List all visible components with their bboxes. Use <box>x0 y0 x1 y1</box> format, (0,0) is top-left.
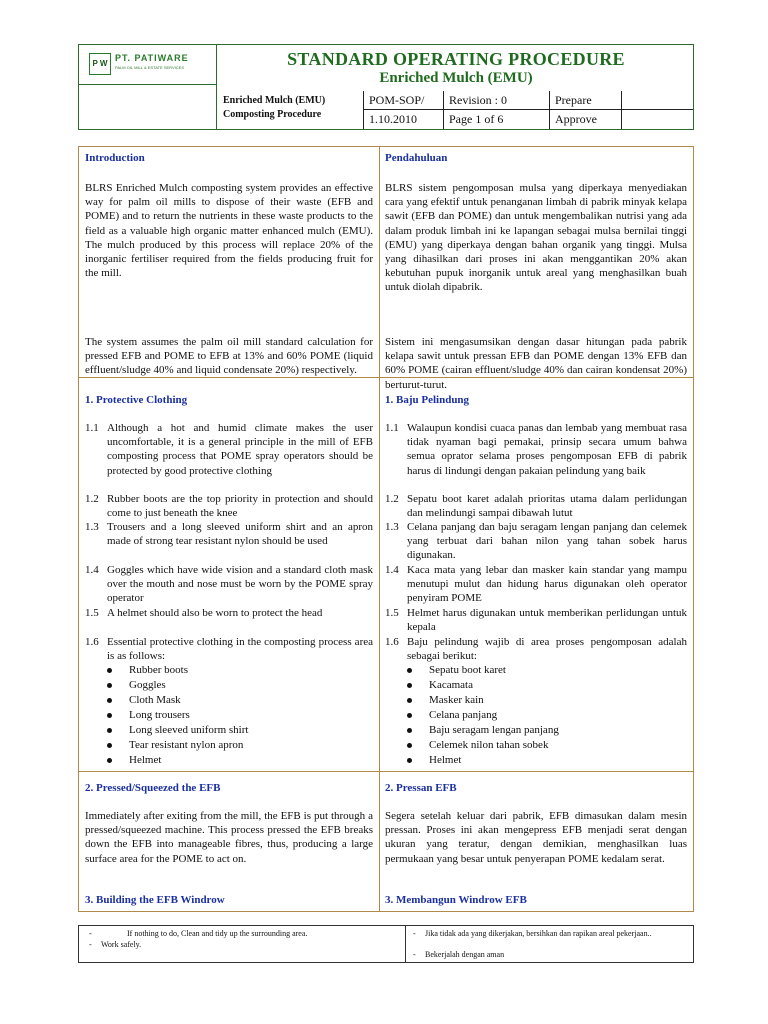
footer-bullet-icon: - <box>413 950 416 959</box>
intro-heading-id: Pendahuluan <box>385 152 448 164</box>
bullet-icon <box>107 683 112 688</box>
document-meta <box>217 91 693 129</box>
footer-note-id-2: Bekerjalah dengan aman <box>425 950 505 959</box>
intro-heading-en: Introduction <box>85 152 145 164</box>
section-2-paragraph-en: Immediately after exiting from the mill, the EFB is put through a pressed/squeezed machine. This process pressed the EFB breaks down the EFB into manageable fibres, thus, producing a large surface area for the POME to act on. <box>85 810 373 865</box>
footer-notes <box>78 925 694 963</box>
doc-name-line-2: Composting Procedure <box>223 109 322 120</box>
section-3-heading-id: 3. Membangun Windrow EFB <box>385 894 527 906</box>
list-item: 1.4 Goggles which have wide vision and a standard cloth mask over the mouth and nose must be worn by the POME spray operator <box>85 564 373 605</box>
bullet-icon <box>407 668 412 673</box>
footer-note-en-1: If nothing to do, Clean and tidy up the surrounding area. <box>127 929 308 938</box>
section-2-heading-id: 2. Pressan EFB <box>385 782 457 794</box>
intro-paragraph-1-id: BLRS sistem pengomposan mulsa yang diperkaya menyediakan cara yang efektif untuk penanganan limbah di pabrik minyak kelapa sawit (EFB dan POME) dan untuk mengembalikan nutrisi yang ada dalam produk limbah ini ke lapangan sebagai mulsa bernilai tinggi (EMU) yang diperkaya dengan bahan organik yang tinggi. Mulsa yang dihasilkan dari proses ini akan menggantikan 20% akan kebutuhan pupuk inorganik untuk areal yang menghasilkan buah untuk diolah dipabrik. <box>385 182 687 294</box>
list-item: 1.5 Helmet harus digunakan untuk memberikan perlidungan untuk kepala <box>385 607 687 634</box>
bullet-item: Helmet <box>407 753 677 768</box>
company-tagline: PALM OIL MILL & ESTATE SERVICES <box>115 65 184 70</box>
bullet-icon <box>407 698 412 703</box>
footer-note-en-2: Work safely. <box>101 940 142 949</box>
company-logo <box>79 45 217 85</box>
section-2-heading-en: 2. Pressed/Squeezed the EFB <box>85 782 221 794</box>
list-item: 1.6 Essential protective clothing in the composting process area is as follows: <box>85 636 373 663</box>
doc-code: POM-SOP/ <box>369 93 425 107</box>
intro-paragraph-2-id: Sistem ini mengasumsikan dengan dasar hitungan pada pabrik kelapa sawit untuk pressan EFB dan POME dengan 13% EFB dan 60% POME (cairan effluent/sludge 40% dan cairan kondensat 20%) berturut-turut. <box>385 336 687 391</box>
doc-name-line-1: Enriched Mulch (EMU) <box>223 95 326 106</box>
list-item: 1.1 Although a hot and humid climate makes the user uncomfortable, it is a general principle in the mill of EFB composting process that POME spray operators should be protected by good protective clothing <box>85 422 373 477</box>
section-3-heading-en: 3. Building the EFB Windrow <box>85 894 225 906</box>
list-item: 1.3 Trousers and a long sleeved uniform shirt and an apron made of strong tear resistant nylon should be used <box>85 521 373 548</box>
list-item: 1.4 Kaca mata yang lebar dan masker kain standar yang mampu menutupi mulut dan hidung harus digunakan oleh operator penyiram POME <box>385 564 687 605</box>
intro-paragraph-2-en: The system assumes the palm oil mill standard calculation for pressed EFB and POME to EFB at 13% and 60% POME (liquid effluent/sludge 40% and liquid condensate 20%) respectively. <box>85 336 373 377</box>
footer-bullet-icon: - <box>89 929 92 938</box>
list-item: 1.5 A helmet should also be worn to protect the head <box>85 607 323 619</box>
doc-revision: Revision : 0 <box>449 93 508 107</box>
bullet-icon <box>107 743 112 748</box>
bullet-icon <box>107 728 112 733</box>
bullet-icon <box>107 698 112 703</box>
bullet-icon <box>107 713 112 718</box>
bullet-icon <box>407 728 412 733</box>
bullet-item: Masker kain <box>407 693 677 708</box>
bullet-item: Helmet <box>107 753 367 768</box>
bullet-item: Celemek nilon tahan sobek <box>407 738 677 753</box>
bullet-item: Goggles <box>107 678 367 693</box>
bullet-icon <box>107 758 112 763</box>
bullet-item: Celana panjang <box>407 708 677 723</box>
list-item: 1.1 Walaupun kondisi cuaca panas dan lembab yang membuat rasa tidak nyaman bagi pemakai, prinsip secara umum bahwa semua oprator selama proses pengomposan EFB di pabrik harus di lindungi dengan pakaian pelindung yang baik <box>385 422 687 477</box>
bullet-icon <box>407 758 412 763</box>
document-subtitle: Enriched Mulch (EMU) <box>379 70 533 86</box>
approve-label: Approve <box>555 112 597 126</box>
footer-note-id-1: Jika tidak ada yang dikerjakan, bersihkan dan rapikan areal pekerjaan.. <box>425 929 652 938</box>
logo-cell-blank <box>79 85 217 129</box>
bullet-icon <box>407 713 412 718</box>
bullet-item: Sepatu boot karet <box>407 663 677 678</box>
bullet-item: Long trousers <box>107 708 367 723</box>
bullet-item: Kacamata <box>407 678 677 693</box>
footer-bullet-icon: - <box>413 929 416 938</box>
doc-date: 1.10.2010 <box>369 112 417 126</box>
section-1-heading-en: 1. Protective Clothing <box>85 394 188 406</box>
footer-bullet-icon: - <box>89 940 92 949</box>
section-1-heading-id: 1. Baju Pelindung <box>385 394 470 406</box>
section-2-paragraph-id: Segera setelah keluar dari pabrik, EFB dimasukan dalam mesin pressan. Proses ini akan mengepress EFB menjadi serat dengan ukuran yang teratur, dengan demikian, menghasilkan luas permukaan yang besar untuk penyerapan POME kedalam serat. <box>385 810 687 865</box>
list-item: 1.6 Baju pelindung wajib di area proses pengomposan adalah sebagai berikut: <box>385 636 687 663</box>
document-header <box>78 44 694 130</box>
bullet-item: Tear resistant nylon apron <box>107 738 367 753</box>
bullet-icon <box>407 683 412 688</box>
list-item: 1.2 Sepatu boot karet adalah prioritas utama dalam perlidungan dan melindungi sampai dibawah lutut <box>385 493 687 520</box>
bullet-item: Cloth Mask <box>107 693 367 708</box>
bullet-item: Long sleeved uniform shirt <box>107 723 367 738</box>
list-item: 1.2 Rubber boots are the top priority in protection and should come to just beneath the knee <box>85 493 373 520</box>
company-name: PT. PATIWARE <box>115 53 189 63</box>
doc-page: Page 1 of 6 <box>449 112 504 126</box>
bullet-item: Rubber boots <box>107 663 367 678</box>
bullet-item: Baju seragam lengan panjang <box>407 723 677 738</box>
intro-paragraph-1-en: BLRS Enriched Mulch composting system provides an effective way for palm oil mills to dispose of their waste (EFB and POME) and to return the nutrients in these waste products to the field as a valuable high organic matter enhanced mulch (EMU). The mulch produced by this process will replace 20% of the inorganic fertiliser required from the fields producing fruit for the mill. <box>85 182 373 280</box>
list-item: 1.3 Celana panjang dan baju seragam lengan panjang dan celemek yang terbuat dari bahan nilon yang tahan sobek harus digunakan. <box>385 521 687 562</box>
bullet-icon <box>407 743 412 748</box>
document-title: STANDARD OPERATING PROCEDURE <box>287 49 625 69</box>
content-table <box>78 146 694 912</box>
logo-mark-icon: P W <box>89 53 111 75</box>
prepare-label: Prepare <box>555 93 592 107</box>
bullet-icon <box>107 668 112 673</box>
